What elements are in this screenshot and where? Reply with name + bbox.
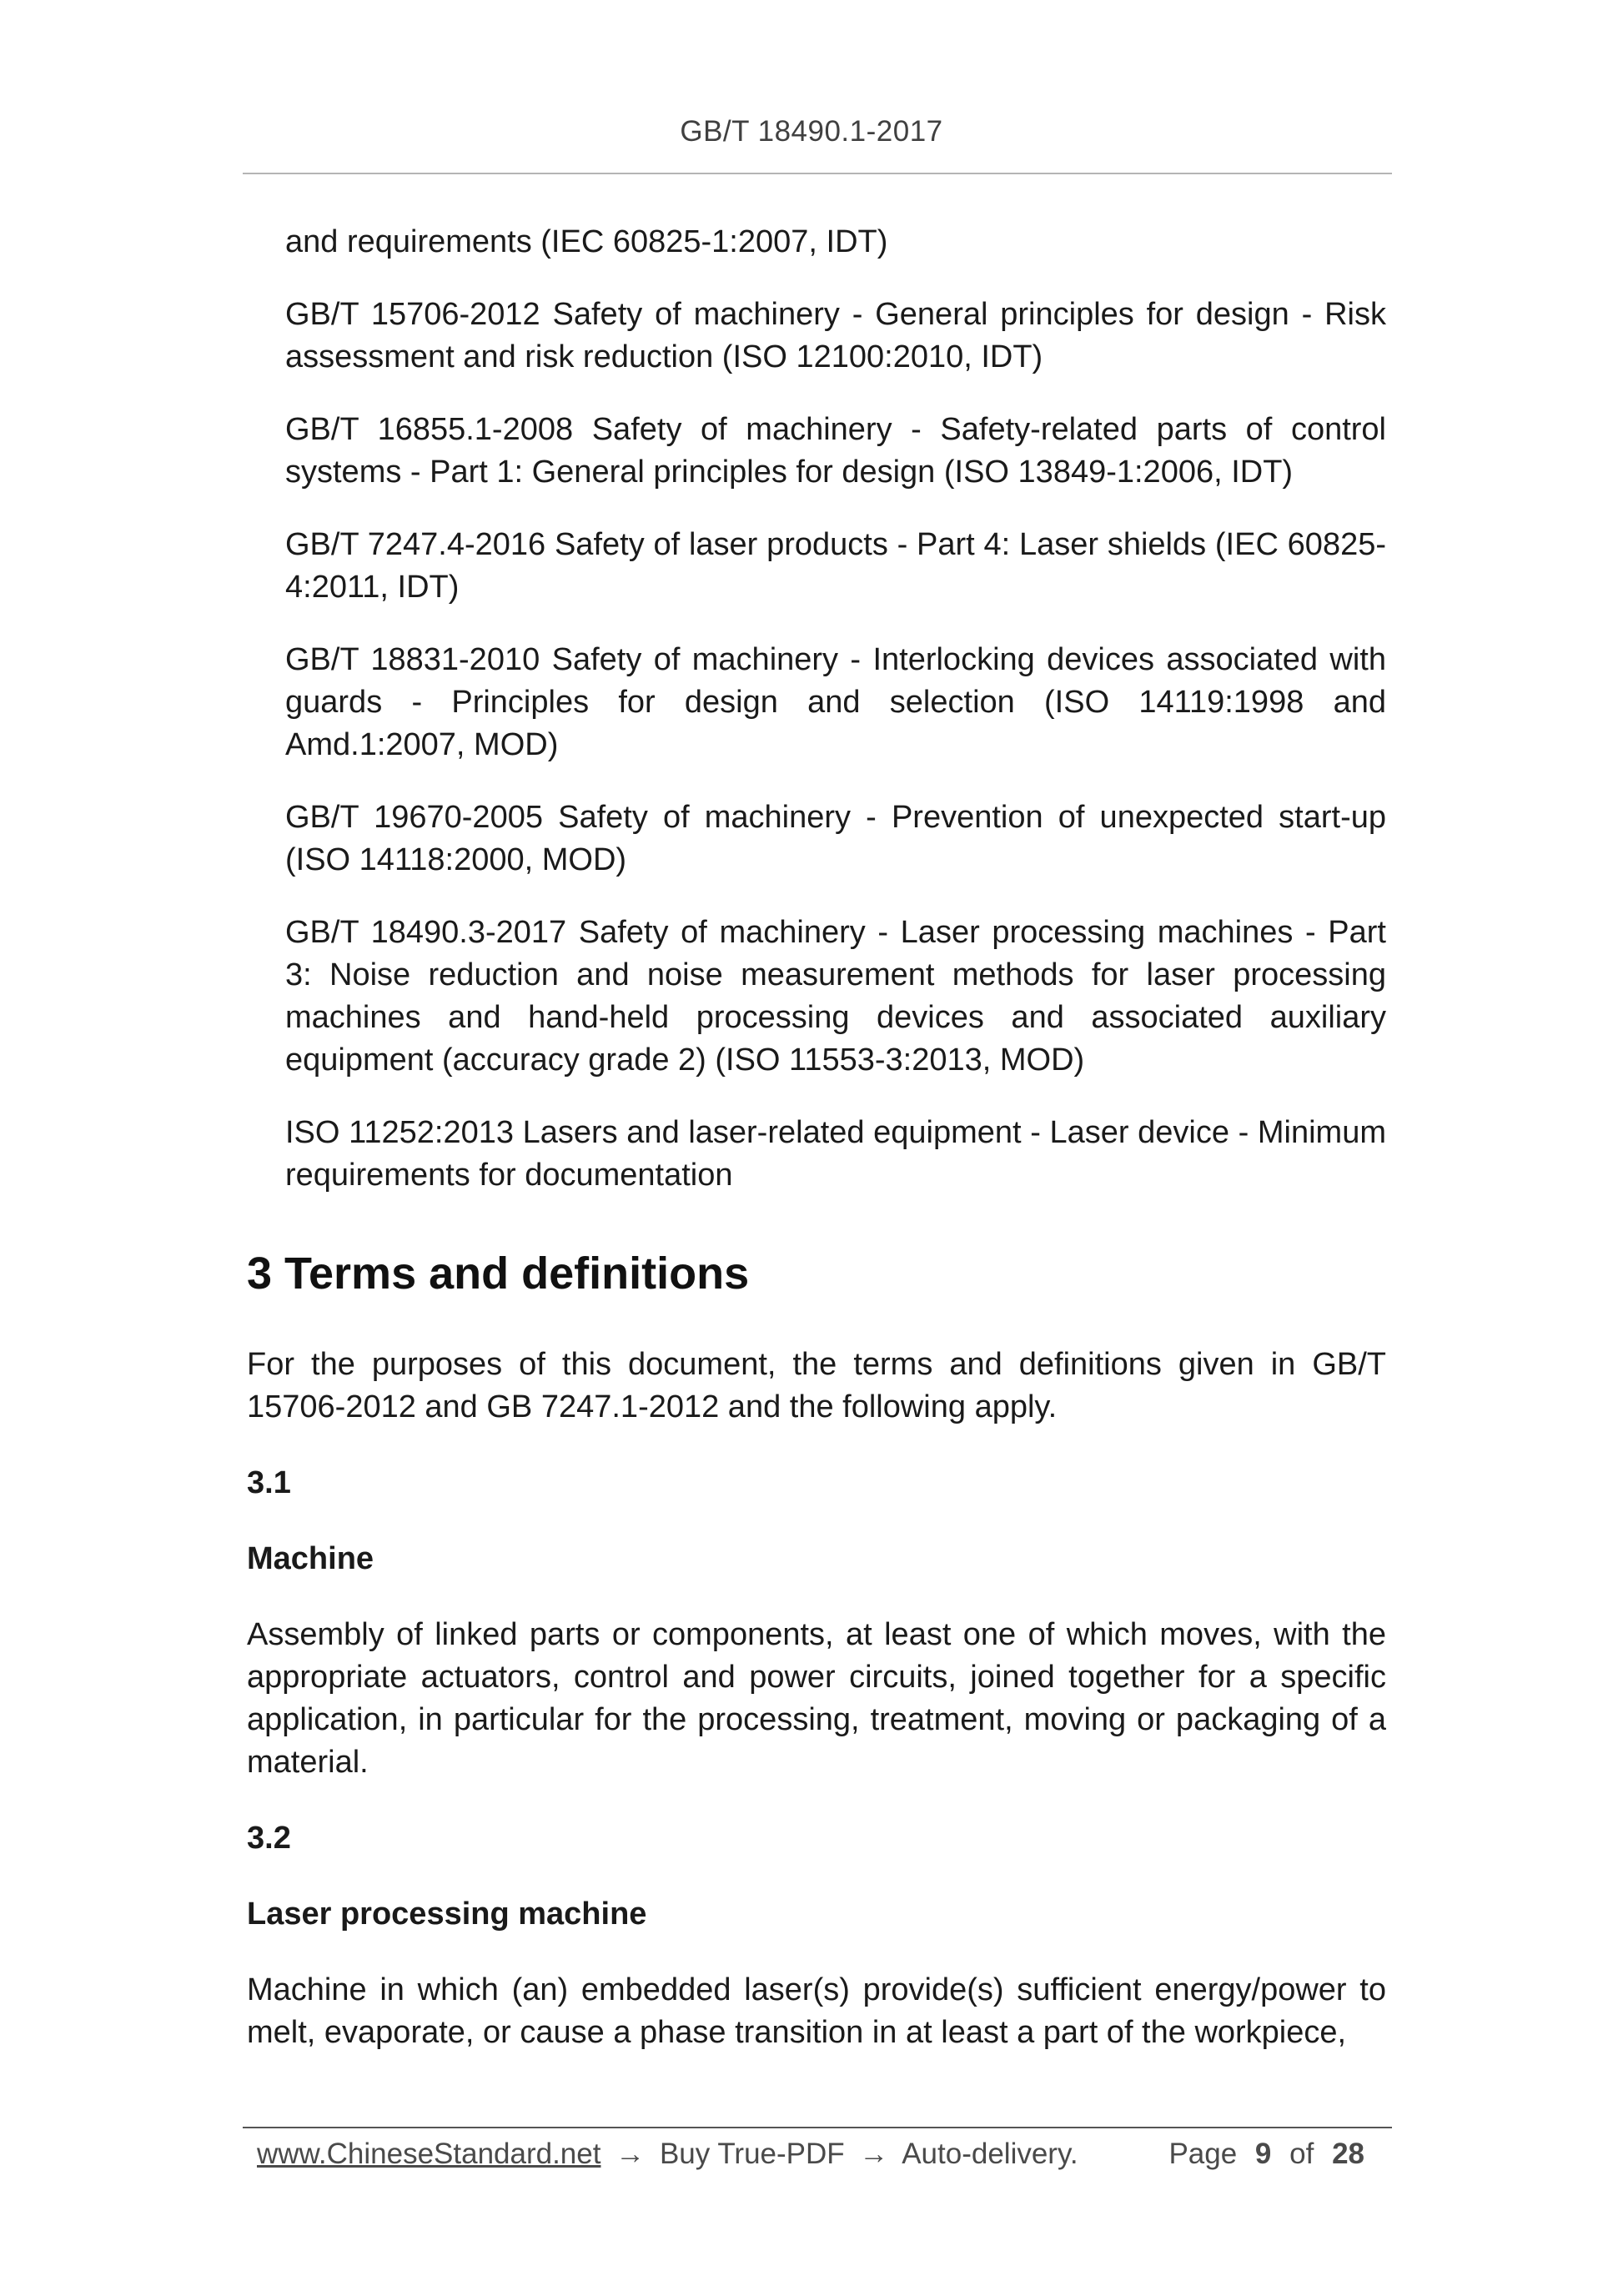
page-of: of — [1289, 2138, 1314, 2170]
section-intro: For the purposes of this document, the terms and definitions given in GB/T 15706-2012 and GB 7247.1-2012 and the following apply. — [247, 1347, 1386, 1424]
right-arrow-icon: → — [616, 2138, 646, 2170]
term-number: 3.2 — [247, 1821, 291, 1856]
reference-item: GB/T 18831-2010 Safety of machinery - Interlocking devices associated with guards - Principles for design and selection (ISO 14119:1998 and Amd.1:2007, MOD) — [285, 642, 1386, 762]
right-arrow-icon: → — [859, 2138, 889, 2170]
reference-item: GB/T 7247.4-2016 Safety of laser products - Part 4: Laser shields (IEC 60825-4:2011, IDT) — [285, 527, 1386, 605]
reference-item: ISO 11252:2013 Lasers and laser-related equipment - Laser device - Minimum requirements for documentation — [285, 1115, 1386, 1193]
buy-text: Buy True-PDF — [659, 2138, 845, 2170]
header-divider — [243, 173, 1392, 174]
reference-item: GB/T 16855.1-2008 Safety of machinery - Safety-related parts of control systems - Part 1: General principles for design (ISO 13849-1:2006, IDT) — [285, 412, 1386, 490]
reference-item: GB/T 15706-2012 Safety of machinery - General principles for design - Risk assessment and risk reduction (ISO 12100:2010, IDT) — [285, 297, 1386, 374]
footer-divider — [243, 2127, 1392, 2128]
page-number — [1168, 2135, 1374, 2173]
section-heading: 3 Terms and definitions — [247, 1248, 750, 1299]
term-name: Machine — [247, 1541, 374, 1576]
normative-references-list — [247, 221, 1386, 1197]
term-definition: Machine in which (an) embedded laser(s) provide(s) sufficient energy/power to melt, evaporate, or cause a phase transition in at least a part of the workpiece, — [247, 1972, 1386, 2050]
page-header-title: GB/T 18490.1-2017 — [680, 115, 943, 148]
delivery-text: Auto-delivery. — [902, 2138, 1078, 2170]
term-name: Laser processing machine — [247, 1897, 647, 1932]
page-total: 28 — [1332, 2138, 1364, 2170]
page-label: Page — [1168, 2138, 1238, 2170]
reference-item: GB/T 19670-2005 Safety of machinery - Prevention of unexpected start-up (ISO 14118:2000, MOD) — [285, 800, 1386, 877]
footer-purchase-info — [257, 2135, 1078, 2173]
page-current: 9 — [1254, 2138, 1272, 2170]
reference-item: and requirements (IEC 60825-1:2007, IDT) — [285, 224, 888, 259]
term-number: 3.1 — [247, 1465, 291, 1500]
term-definition: Assembly of linked parts or components, at least one of which moves, with the appropriate actuators, control and power circuits, joined together for a specific application, in particular for the processing, treatment, moving or packaging of a material. — [247, 1617, 1386, 1780]
page-content — [247, 221, 1386, 2088]
site-link[interactable]: www.ChineseStandard.net — [257, 2138, 601, 2170]
reference-item: GB/T 18490.3-2017 Safety of machinery - Laser processing machines - Part 3: Noise reduction and noise measurement methods for laser processing machines and hand-held processing devices and associated auxiliary equipment (accuracy grade 2) (ISO 11553-3:2013, MOD) — [285, 915, 1386, 1078]
